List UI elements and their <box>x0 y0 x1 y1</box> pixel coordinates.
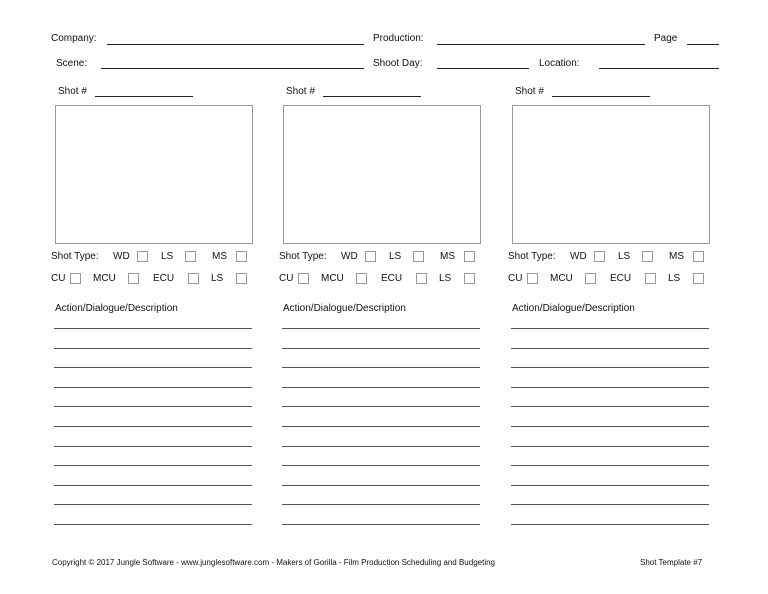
description-line[interactable] <box>282 348 480 349</box>
description-line[interactable] <box>282 485 480 486</box>
copyright-text: Copyright © 2017 Jungle Software - www.junglesoftware.com - Makers of Gorilla - Film Production Scheduling and Budgeting <box>52 558 495 567</box>
shot-type-checkbox[interactable] <box>464 251 475 262</box>
shot-type-option-label: WD <box>570 251 587 262</box>
description-line[interactable] <box>54 504 252 505</box>
shot-type-option-label: MS <box>212 251 227 262</box>
shot-number-label: Shot # <box>286 86 315 97</box>
shot-type-option-label: MCU <box>321 273 344 284</box>
shot-type-checkbox[interactable] <box>298 273 309 284</box>
shot-type-checkbox[interactable] <box>356 273 367 284</box>
description-line[interactable] <box>282 426 480 427</box>
description-line[interactable] <box>511 426 709 427</box>
description-line[interactable] <box>511 348 709 349</box>
page-label: Page <box>654 33 678 44</box>
shot-type-checkbox[interactable] <box>70 273 81 284</box>
shot-type-checkbox[interactable] <box>236 251 247 262</box>
shot-type-option-label: MS <box>440 251 455 262</box>
location-label: Location: <box>539 58 580 69</box>
production-label: Production: <box>373 33 424 44</box>
shot-type-checkbox[interactable] <box>693 273 704 284</box>
description-line[interactable] <box>511 446 709 447</box>
description-line[interactable] <box>282 524 480 525</box>
description-line[interactable] <box>511 367 709 368</box>
shot-type-checkbox[interactable] <box>128 273 139 284</box>
shot-type-option-label: ECU <box>153 273 175 284</box>
description-line[interactable] <box>54 348 252 349</box>
shot-type-checkbox[interactable] <box>693 251 704 262</box>
description-line[interactable] <box>511 504 709 505</box>
shot-type-checkbox[interactable] <box>585 273 596 284</box>
shot-type-option-label: LS <box>668 273 681 284</box>
shot-type-option-label: CU <box>279 273 294 284</box>
shot-type-checkbox[interactable] <box>416 273 427 284</box>
shoot-day-label: Shoot Day: <box>373 58 423 69</box>
action-dialogue-label: Action/Dialogue/Description <box>55 303 178 314</box>
description-line[interactable] <box>282 504 480 505</box>
shot-frame[interactable] <box>512 105 710 244</box>
shot-number-label: Shot # <box>58 86 87 97</box>
template-name: Shot Template #7 <box>640 558 703 567</box>
shot-type-option-label: LS <box>389 251 402 262</box>
description-line[interactable] <box>282 367 480 368</box>
shot-type-checkbox[interactable] <box>527 273 538 284</box>
shot-type-checkbox[interactable] <box>464 273 475 284</box>
shot-type-option-label: LS <box>211 273 224 284</box>
description-line[interactable] <box>282 465 480 466</box>
description-line[interactable] <box>511 387 709 388</box>
scene-label: Scene: <box>56 58 88 69</box>
shot-type-checkbox[interactable] <box>365 251 376 262</box>
shot-type-option-label: ECU <box>610 273 632 284</box>
description-line[interactable] <box>54 367 252 368</box>
shot-frame[interactable] <box>283 105 481 244</box>
shot-type-option-label: MS <box>669 251 684 262</box>
description-line[interactable] <box>511 524 709 525</box>
shoot-day-field[interactable] <box>437 68 529 69</box>
shot-type-checkbox[interactable] <box>137 251 148 262</box>
shot-type-option-label: LS <box>161 251 174 262</box>
description-line[interactable] <box>282 446 480 447</box>
shot-type-option-label: CU <box>508 273 523 284</box>
description-line[interactable] <box>511 406 709 407</box>
description-line[interactable] <box>54 446 252 447</box>
shot-number-field[interactable] <box>95 96 193 97</box>
shot-type-checkbox[interactable] <box>185 251 196 262</box>
shot-type-option-label: LS <box>439 273 452 284</box>
shot-number-field[interactable] <box>552 96 650 97</box>
shot-type-option-label: CU <box>51 273 66 284</box>
shot-type-checkbox[interactable] <box>413 251 424 262</box>
shot-number-label: Shot # <box>515 86 544 97</box>
company-label: Company: <box>51 33 97 44</box>
shot-type-label: Shot Type: <box>51 251 99 262</box>
description-line[interactable] <box>54 485 252 486</box>
shot-type-option-label: MCU <box>550 273 573 284</box>
shot-type-label: Shot Type: <box>279 251 327 262</box>
shot-type-checkbox[interactable] <box>236 273 247 284</box>
production-field[interactable] <box>437 44 645 45</box>
shot-type-option-label: WD <box>113 251 130 262</box>
description-line[interactable] <box>54 328 252 329</box>
company-field[interactable] <box>107 44 364 45</box>
shot-frame[interactable] <box>55 105 253 244</box>
scene-field[interactable] <box>101 68 364 69</box>
description-line[interactable] <box>54 465 252 466</box>
page-field[interactable] <box>687 44 719 45</box>
shot-type-checkbox[interactable] <box>642 251 653 262</box>
shot-type-option-label: WD <box>341 251 358 262</box>
description-line[interactable] <box>282 406 480 407</box>
action-dialogue-label: Action/Dialogue/Description <box>512 303 635 314</box>
description-line[interactable] <box>511 465 709 466</box>
description-line[interactable] <box>511 485 709 486</box>
shot-type-option-label: LS <box>618 251 631 262</box>
description-line[interactable] <box>282 387 480 388</box>
description-line[interactable] <box>54 524 252 525</box>
action-dialogue-label: Action/Dialogue/Description <box>283 303 406 314</box>
description-line[interactable] <box>511 328 709 329</box>
shot-type-option-label: ECU <box>381 273 403 284</box>
shot-type-option-label: MCU <box>93 273 116 284</box>
shot-type-checkbox[interactable] <box>188 273 199 284</box>
shot-type-checkbox[interactable] <box>645 273 656 284</box>
description-line[interactable] <box>54 426 252 427</box>
shot-type-checkbox[interactable] <box>594 251 605 262</box>
description-line[interactable] <box>282 328 480 329</box>
shot-type-label: Shot Type: <box>508 251 556 262</box>
location-field[interactable] <box>599 68 719 69</box>
shot-number-field[interactable] <box>323 96 421 97</box>
description-line[interactable] <box>54 387 252 388</box>
description-line[interactable] <box>54 406 252 407</box>
